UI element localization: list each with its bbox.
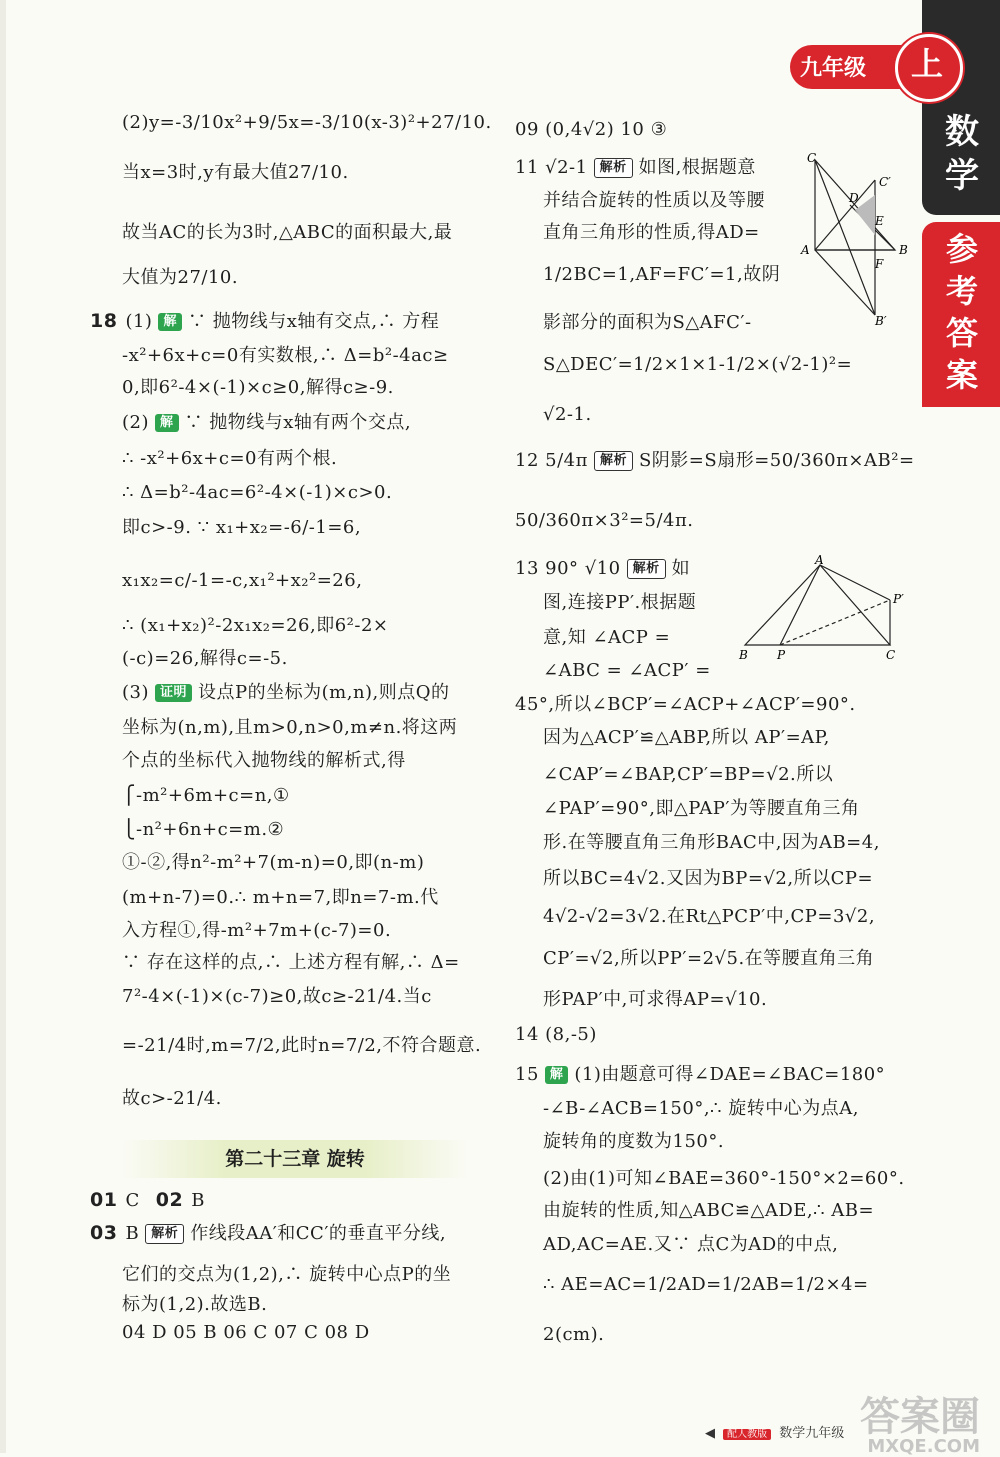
answer-text: 7²-4×(-1)×(c-7)≥0,故c≥-21/4.当c bbox=[122, 986, 432, 1007]
answer-text: 1/2BC=1,AF=FC′=1,故阴 bbox=[543, 264, 781, 285]
solution-tag: 解 bbox=[158, 313, 182, 331]
answer-text: (2)y=-3/10x²+9/5x=-3/10(x-3)²+27/10. bbox=[122, 112, 492, 133]
watermark-logo: 答案圈 bbox=[860, 1394, 980, 1440]
fig13-label-p-prime: P′ bbox=[893, 592, 904, 606]
answer-line bbox=[543, 1096, 859, 1122]
answer-text: S△DEC′=1/2×1×1-1/2×(√2-1)²= bbox=[543, 354, 853, 375]
figure-problem-11 bbox=[795, 150, 915, 330]
answer-text: 45°,所以∠BCP′=∠ACP+∠ACP′=90°. bbox=[515, 694, 856, 715]
answer-line bbox=[122, 220, 452, 246]
solution-tag: 解 bbox=[155, 414, 179, 432]
answer-line bbox=[515, 692, 856, 718]
watermark-url: MXQE.COM bbox=[867, 1436, 980, 1457]
answer-line bbox=[543, 220, 760, 246]
analysis-tag: 解析 bbox=[145, 1224, 184, 1244]
answer-line bbox=[90, 1187, 205, 1214]
answer-text: 13 90° √10 bbox=[515, 558, 621, 579]
chapter-heading: 第二十三章 旋转 bbox=[120, 1140, 470, 1178]
answer-text: 形.在等腰直角三角形BAC中,因为AB=4, bbox=[543, 832, 880, 853]
answer-text: 个点的坐标代入抛物线的解析式,得 bbox=[122, 750, 406, 771]
answer-line bbox=[543, 987, 767, 1013]
answer-line bbox=[122, 680, 450, 706]
answer-text: 意,知 ∠ACP = bbox=[543, 627, 671, 648]
answer-text: (2)由(1)可知∠BAE=360°-150°×2=60°. bbox=[543, 1168, 905, 1189]
answer-line bbox=[122, 984, 432, 1010]
proof-tag: 证明 bbox=[155, 684, 192, 702]
fig11-label-c: C bbox=[807, 151, 817, 165]
answer-text: ∴ AE=AC=1/2AD=1/2AB=1/2×4= bbox=[543, 1274, 869, 1295]
footer-badge: 配人教版 bbox=[723, 1429, 771, 1440]
fig13-label-c: C bbox=[886, 648, 896, 662]
answer-text: 2(cm). bbox=[543, 1324, 605, 1345]
answer-line bbox=[122, 817, 284, 843]
watermark bbox=[860, 1385, 980, 1457]
answer-line bbox=[515, 117, 667, 143]
answer-text: 因为△ACP′≌△ABP,所以 AP′=AP, bbox=[543, 727, 830, 748]
analysis-tag: 解析 bbox=[594, 451, 633, 471]
answer-text: C bbox=[125, 1190, 140, 1211]
answer-text: 09 (0,4√2) 10 ③ bbox=[515, 119, 668, 140]
answer-line bbox=[543, 830, 880, 856]
answer-text: (1) bbox=[125, 311, 153, 332]
answer-line bbox=[543, 352, 852, 378]
fig11-label-b: B bbox=[899, 243, 908, 257]
answer-line bbox=[122, 568, 362, 594]
figure-problem-13 bbox=[735, 555, 910, 665]
answer-line bbox=[122, 410, 411, 436]
answer-line bbox=[122, 1292, 267, 1318]
answer-text: 并结合旋转的性质以及等腰 bbox=[543, 190, 765, 211]
answer-line bbox=[122, 375, 394, 401]
answer-text: ∴ Δ=b²-4ac=6²-4×(-1)×c>0. bbox=[122, 482, 393, 503]
answer-line bbox=[515, 155, 756, 181]
answer-text: 标为(1,2).故选B. bbox=[122, 1294, 268, 1315]
answer-line bbox=[122, 1086, 222, 1112]
answer-text: 所以BC=4√2.又因为BP=√2,所以CP= bbox=[543, 868, 874, 889]
answer-line bbox=[543, 725, 830, 751]
analysis-tag: 解析 bbox=[594, 158, 633, 178]
answer-text-rest: 作线段AA′和CC′的垂直平分线, bbox=[190, 1223, 447, 1244]
answer-text: =-21/4时,m=7/2,此时n=7/2,不符合题意. bbox=[122, 1035, 482, 1056]
answer-line bbox=[543, 658, 711, 684]
fig11-label-a: A bbox=[801, 243, 810, 257]
fig13-label-p: P bbox=[777, 648, 786, 662]
answer-text: 故c>-21/4. bbox=[122, 1088, 222, 1109]
answer-line bbox=[122, 613, 389, 639]
fig11-label-c-prime: C′ bbox=[879, 175, 891, 189]
question-number: 01 bbox=[90, 1189, 118, 1211]
answer-text: 入方程①,得-m²+7m+(c-7)=0. bbox=[122, 920, 392, 941]
answer-text: B bbox=[125, 1223, 140, 1244]
answer-line bbox=[122, 783, 290, 809]
answer-text: 图,连接PP′.根据题 bbox=[543, 592, 697, 613]
answer-text: (-c)=26,解得c=-5. bbox=[122, 648, 288, 669]
question-number: 18 bbox=[90, 310, 118, 332]
answer-text: ∠PAP′=90°,即△PAP′为等腰直角三角 bbox=[543, 798, 860, 819]
answer-line bbox=[122, 950, 460, 976]
answer-text: 50/360π×3²=5/4π. bbox=[515, 510, 694, 531]
answer-line bbox=[543, 866, 873, 892]
answer-line bbox=[122, 850, 424, 876]
fig13-label-b: B bbox=[739, 648, 748, 662]
answer-text: 影部分的面积为S△AFC′- bbox=[543, 312, 752, 333]
solution-tag: 解 bbox=[545, 1066, 569, 1084]
answer-text: ①-②,得n²-m²+7(m-n)=0,即(n-m) bbox=[122, 852, 425, 873]
answer-text: 14 (8,-5) bbox=[515, 1024, 597, 1045]
answers-label: 参考答案 bbox=[945, 230, 978, 394]
answer-text: 11 √2-1 bbox=[515, 157, 588, 178]
answer-text: ∠CAP′=∠BAP,CP′=BP=√2.所以 bbox=[543, 764, 834, 785]
answer-text-rest: 设点P的坐标为(m,n),则点Q的 bbox=[198, 682, 450, 703]
answer-text: 大值为27/10. bbox=[122, 267, 239, 288]
question-number: 02 bbox=[155, 1189, 184, 1211]
fig11-label-d: D bbox=[849, 191, 859, 205]
answer-line bbox=[543, 762, 833, 788]
answer-line bbox=[543, 796, 859, 822]
answer-line bbox=[543, 262, 780, 288]
answer-text: CP′=√2,所以PP′=2√5.在等腰直角三角 bbox=[543, 948, 875, 969]
subject-label: 数学 bbox=[945, 112, 979, 196]
answer-text-rest: 如图,根据题意 bbox=[638, 157, 756, 178]
answer-text: 12 5/4π bbox=[515, 450, 588, 471]
answer-line bbox=[515, 448, 915, 474]
answer-text-rest: 如 bbox=[671, 558, 691, 579]
answer-line bbox=[515, 508, 694, 534]
answer-text: 即c>-9. ∵ x₁+x₂=-6/-1=6, bbox=[122, 517, 362, 538]
answer-line bbox=[543, 1129, 724, 1155]
fig11-label-f: F bbox=[875, 257, 884, 271]
grade-label: 九年级 bbox=[800, 56, 867, 81]
answer-line bbox=[122, 918, 391, 944]
footer-arrow-icon: ◀ bbox=[705, 1426, 715, 1441]
answer-text: 当x=3时,y有最大值27/10. bbox=[122, 162, 349, 183]
page-footer bbox=[705, 1422, 844, 1441]
answer-line bbox=[543, 1322, 604, 1348]
answer-text: (2) bbox=[122, 412, 149, 433]
answer-line bbox=[543, 402, 592, 428]
answer-line bbox=[122, 1033, 481, 1059]
answer-line bbox=[122, 160, 349, 186]
answer-text: -x²+6x+c=0有实数根,∴ Δ=b²-4ac≥ bbox=[122, 345, 449, 366]
answer-line bbox=[122, 343, 449, 369]
answer-line bbox=[122, 446, 337, 472]
answer-line bbox=[543, 904, 875, 930]
answer-text: ∴ -x²+6x+c=0有两个根. bbox=[122, 448, 338, 469]
answer-text: 它们的交点为(1,2),∴ 旋转中心点P的坐 bbox=[122, 1264, 452, 1285]
answer-text-rest: ∵ 抛物线与x轴有交点,∴ 方程 bbox=[187, 311, 440, 332]
answer-text: 04 D 05 B 06 C 07 C 08 D bbox=[122, 1322, 370, 1343]
analysis-tag: 解析 bbox=[627, 559, 666, 579]
answer-line bbox=[543, 1166, 905, 1192]
fig13-label-a: A bbox=[815, 555, 824, 567]
answer-line bbox=[543, 1272, 869, 1298]
answer-text: 故当AC的长为3时,△ABC的面积最大,最 bbox=[122, 222, 453, 243]
answer-text: 坐标为(n,m),且m>0,n>0,m≠n.将这两 bbox=[122, 717, 458, 738]
answer-line bbox=[543, 188, 765, 214]
answer-line bbox=[122, 748, 406, 774]
footer-text: 数学九年级 bbox=[779, 1426, 845, 1441]
answer-line bbox=[515, 1022, 597, 1048]
answer-text: 直角三角形的性质,得AD= bbox=[543, 222, 760, 243]
answer-text: ⎩-n²+6n+c=m.② bbox=[122, 819, 285, 840]
answer-text: √2-1. bbox=[543, 404, 592, 425]
answer-text: 旋转角的度数为150°. bbox=[543, 1131, 725, 1152]
answer-text: 4√2-√2=3√2.在Rt△PCP′中,CP=3√2, bbox=[543, 906, 876, 927]
answer-line bbox=[122, 646, 288, 672]
answer-text: ∠ABC = ∠ACP′ = bbox=[543, 660, 711, 681]
answer-line bbox=[543, 310, 752, 336]
answer-text: (m+n-7)=0.∴ m+n=7,即n=7-m.代 bbox=[122, 887, 439, 908]
answer-text: 15 bbox=[515, 1064, 539, 1085]
answer-line bbox=[122, 885, 439, 911]
answer-text: 由旋转的性质,知△ABC≌△ADE,∴ AB= bbox=[543, 1200, 875, 1221]
answer-line bbox=[543, 946, 874, 972]
answer-text-rest: (1)由题意可得∠DAE=∠BAC=180° bbox=[574, 1064, 886, 1085]
answer-text: x₁x₂=c/-1=-c,x₁²+x₂²=26, bbox=[122, 570, 363, 591]
answer-line bbox=[90, 308, 439, 335]
answer-line bbox=[543, 625, 670, 651]
answer-text: ∴ (x₁+x₂)²-2x₁x₂=26,即6²-2× bbox=[122, 615, 389, 636]
answer-line bbox=[122, 715, 457, 741]
fig11-label-e: E bbox=[875, 214, 884, 228]
answer-line bbox=[515, 556, 690, 582]
page-edge bbox=[0, 0, 6, 1453]
answer-text: 0,即6²-4×(-1)×c≥0,解得c≥-9. bbox=[122, 377, 394, 398]
answer-text: B bbox=[191, 1190, 205, 1211]
answer-text: -∠B-∠ACB=150°,∴ 旋转中心为点A, bbox=[543, 1098, 859, 1119]
answer-text-rest: S阴影=S扇形=50/360π×AB²= bbox=[638, 450, 915, 471]
answer-line bbox=[122, 515, 361, 541]
answer-line bbox=[543, 590, 696, 616]
answer-text: AD,AC=AE.又∵ 点C为AD的中点, bbox=[543, 1234, 839, 1255]
fig11-label-b-prime: B′ bbox=[875, 314, 887, 328]
volume-label: 上 bbox=[910, 45, 943, 83]
answer-line bbox=[122, 1262, 451, 1288]
answer-text: ⎧-m²+6m+c=n,① bbox=[122, 785, 290, 806]
question-number: 03 bbox=[90, 1222, 118, 1244]
answer-line bbox=[515, 1062, 885, 1088]
answer-text: (3) bbox=[122, 682, 149, 703]
answer-line bbox=[122, 265, 238, 291]
answer-text-rest: ∵ 抛物线与x轴有两个交点, bbox=[184, 412, 412, 433]
answer-text: ∵ 存在这样的点,∴ 上述方程有解,∴ Δ= bbox=[122, 952, 460, 973]
answer-line bbox=[122, 110, 492, 136]
answer-text: 形PAP′中,可求得AP=√10. bbox=[543, 989, 768, 1010]
answer-line bbox=[543, 1232, 838, 1258]
answer-line bbox=[122, 1320, 370, 1346]
answer-line bbox=[122, 480, 392, 506]
answer-line bbox=[543, 1198, 874, 1224]
answer-line bbox=[90, 1220, 446, 1247]
